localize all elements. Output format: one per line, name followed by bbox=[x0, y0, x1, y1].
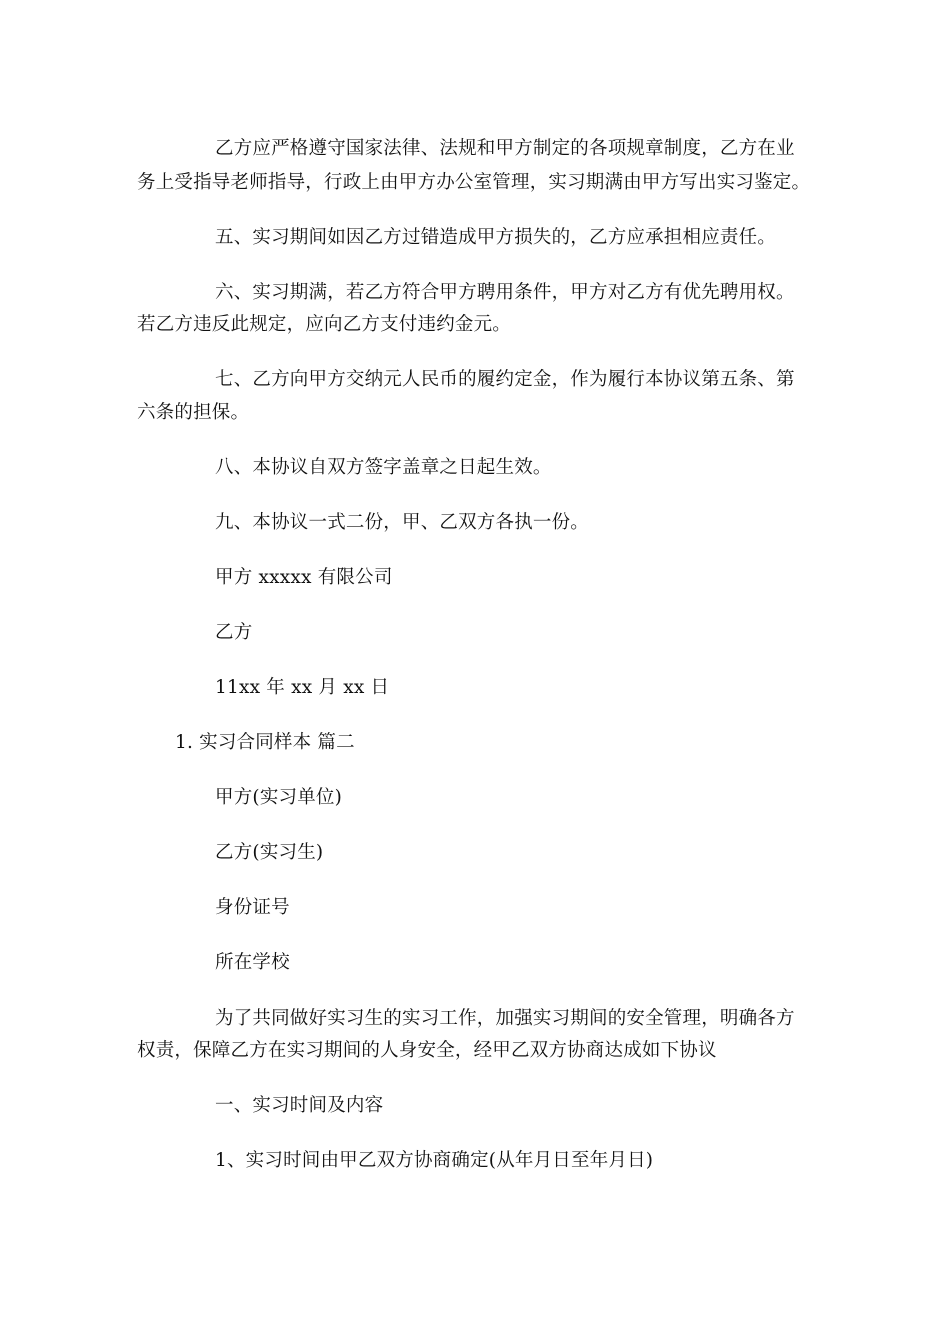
section-heading: 1. 实习合同样本 篇二 bbox=[175, 732, 355, 753]
paragraph-clause-five: 五、实习期间如因乙方过错造成甲方损失的，乙方应承担相应责任。 bbox=[215, 227, 777, 248]
party-a-signature: 甲方 xxxxx 有限公司 bbox=[215, 567, 393, 588]
paragraph-clause-six-line-2: 若乙方违反此规定，应向乙方支付违约金元。 bbox=[137, 314, 512, 335]
clause-heading-time-content: 一、实习时间及内容 bbox=[215, 1095, 384, 1116]
paragraph-preamble-line-1: 为了共同做好实习生的实习工作，加强实习期间的安全管理，明确各方 bbox=[215, 1008, 795, 1029]
clause-internship-time: 1、实习时间由甲乙双方协商确定(从年月日至年月日) bbox=[215, 1150, 654, 1171]
party-b-signature: 乙方 bbox=[215, 622, 253, 643]
paragraph-clause-six-line-1: 六、实习期满，若乙方符合甲方聘用条件，甲方对乙方有优先聘用权。 bbox=[215, 282, 795, 303]
paragraph-rules-line-1: 乙方应严格遵守国家法律、法规和甲方制定的各项规章制度，乙方在业 bbox=[215, 138, 795, 159]
paragraph-rules-line-2: 务上受指导老师指导，行政上由甲方办公室管理，实习期满由甲方写出实习鉴定。 bbox=[137, 172, 811, 193]
school-field: 所在学校 bbox=[215, 952, 290, 973]
paragraph-clause-eight: 八、本协议自双方签字盖章之日起生效。 bbox=[215, 457, 552, 478]
paragraph-preamble-line-2: 权责，保障乙方在实习期间的人身安全，经甲乙双方协商达成如下协议 bbox=[137, 1040, 717, 1061]
paragraph-clause-seven-line-1: 七、乙方向甲方交纳元人民币的履约定金，作为履行本协议第五条、第 bbox=[215, 369, 795, 390]
party-a-field: 甲方(实习单位) bbox=[215, 787, 343, 808]
party-b-field: 乙方(实习生) bbox=[215, 842, 324, 863]
paragraph-clause-nine: 九、本协议一式二份，甲、乙双方各执一份。 bbox=[215, 512, 590, 533]
id-number-field: 身份证号 bbox=[215, 897, 290, 918]
signing-date: 11xx 年 xx 月 xx 日 bbox=[215, 677, 390, 698]
paragraph-clause-seven-line-2: 六条的担保。 bbox=[137, 402, 250, 423]
